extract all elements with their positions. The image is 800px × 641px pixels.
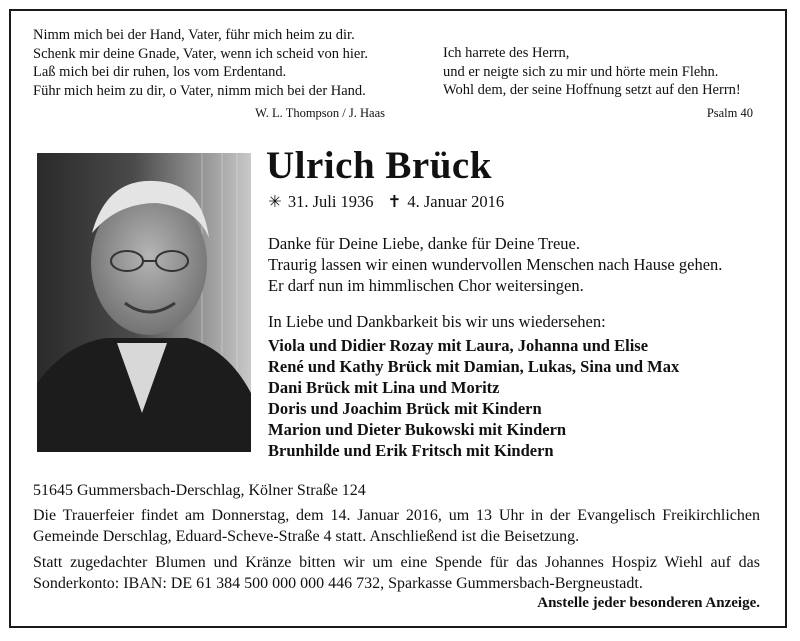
deceased-name: Ulrich Brück — [266, 144, 492, 187]
address: 51645 Gummersbach-Derschlag, Kölner Straße 124 — [33, 482, 366, 499]
family-member: Viola und Didier Rozay mit Laura, Johanna und Elise — [268, 336, 649, 355]
poem-right — [443, 44, 755, 122]
poem-left-line: Nimm mich bei der Hand, Vater, führ mich heim zu dir. — [33, 27, 355, 43]
family-list — [268, 335, 679, 461]
funeral-info: Die Trauerfeier findet am Donnerstag, dem 14. Januar 2016, um 13 Uhr in der Evangelisch Freikirchlichen Gemeinde Derschlag, Eduard-Scheve-Straße 4 statt. Anschließend ist die Beisetzung. — [33, 507, 760, 545]
poem-left-attribution: W. L. Thompson / J. Haas — [255, 106, 385, 120]
family-member: Brunhilde und Erik Fritsch mit Kindern — [268, 441, 554, 460]
poem-left-line: Laß mich bei dir ruhen, los vom Erdentand. — [33, 64, 287, 80]
family-member: Dani Brück mit Lina und Moritz — [268, 378, 500, 397]
poem-right-line: Wohl dem, der seine Hoffnung setzt auf den Herrn! — [443, 82, 741, 98]
life-dates — [268, 192, 504, 212]
poem-left-line: Führ mich heim zu dir, o Vater, nimm mich bei der Hand. — [33, 82, 366, 99]
thanks-line: Danke für Deine Liebe, danke für Deine Treue. — [268, 234, 581, 253]
thanks-line: Er darf nun im himmlischen Chor weitersingen. — [268, 276, 584, 295]
poem-left — [33, 26, 393, 123]
birth-star-icon: ✳ — [268, 192, 282, 211]
family-member: Doris und Joachim Brück mit Kindern — [268, 399, 542, 418]
poem-right-line: und er neigte sich zu mir und hörte mein Flehn. — [443, 63, 719, 80]
thanks-line: Traurig lassen wir einen wundervollen Menschen nach Hause gehen. — [268, 255, 723, 274]
closing-note: Anstelle jeder besonderen Anzeige. — [537, 595, 760, 611]
birth-date: 31. Juli 1936 — [287, 192, 374, 211]
cross-icon: ✝ — [387, 192, 402, 211]
family-member: Marion und Dieter Bukowski mit Kindern — [268, 420, 567, 439]
portrait-photo — [37, 153, 251, 452]
poem-right-line: Ich harrete des Herrn, — [443, 45, 570, 61]
donation-info: Statt zugedachter Blumen und Kränze bitten wir um eine Spende für das Johannes Hospiz Wiehl auf das Sonderkonto: IBAN: DE 61 384 500 000 000 446 732, Sparkasse Gummersbach-Bergneustadt. — [33, 554, 760, 592]
poem-right-attribution: Psalm 40 — [706, 105, 753, 120]
portrait-image — [37, 153, 251, 452]
family-member: René und Kathy Brück mit Damian, Lukas, Sina und Max — [268, 357, 680, 376]
love-intro: In Liebe und Dankbarkeit bis wir uns wiedersehen: — [268, 312, 606, 331]
poem-left-line: Schenk mir deine Gnade, Vater, wenn ich scheid von hier. — [33, 45, 368, 62]
thanks-text — [268, 233, 722, 296]
death-date: 4. Januar 2016 — [407, 192, 505, 211]
